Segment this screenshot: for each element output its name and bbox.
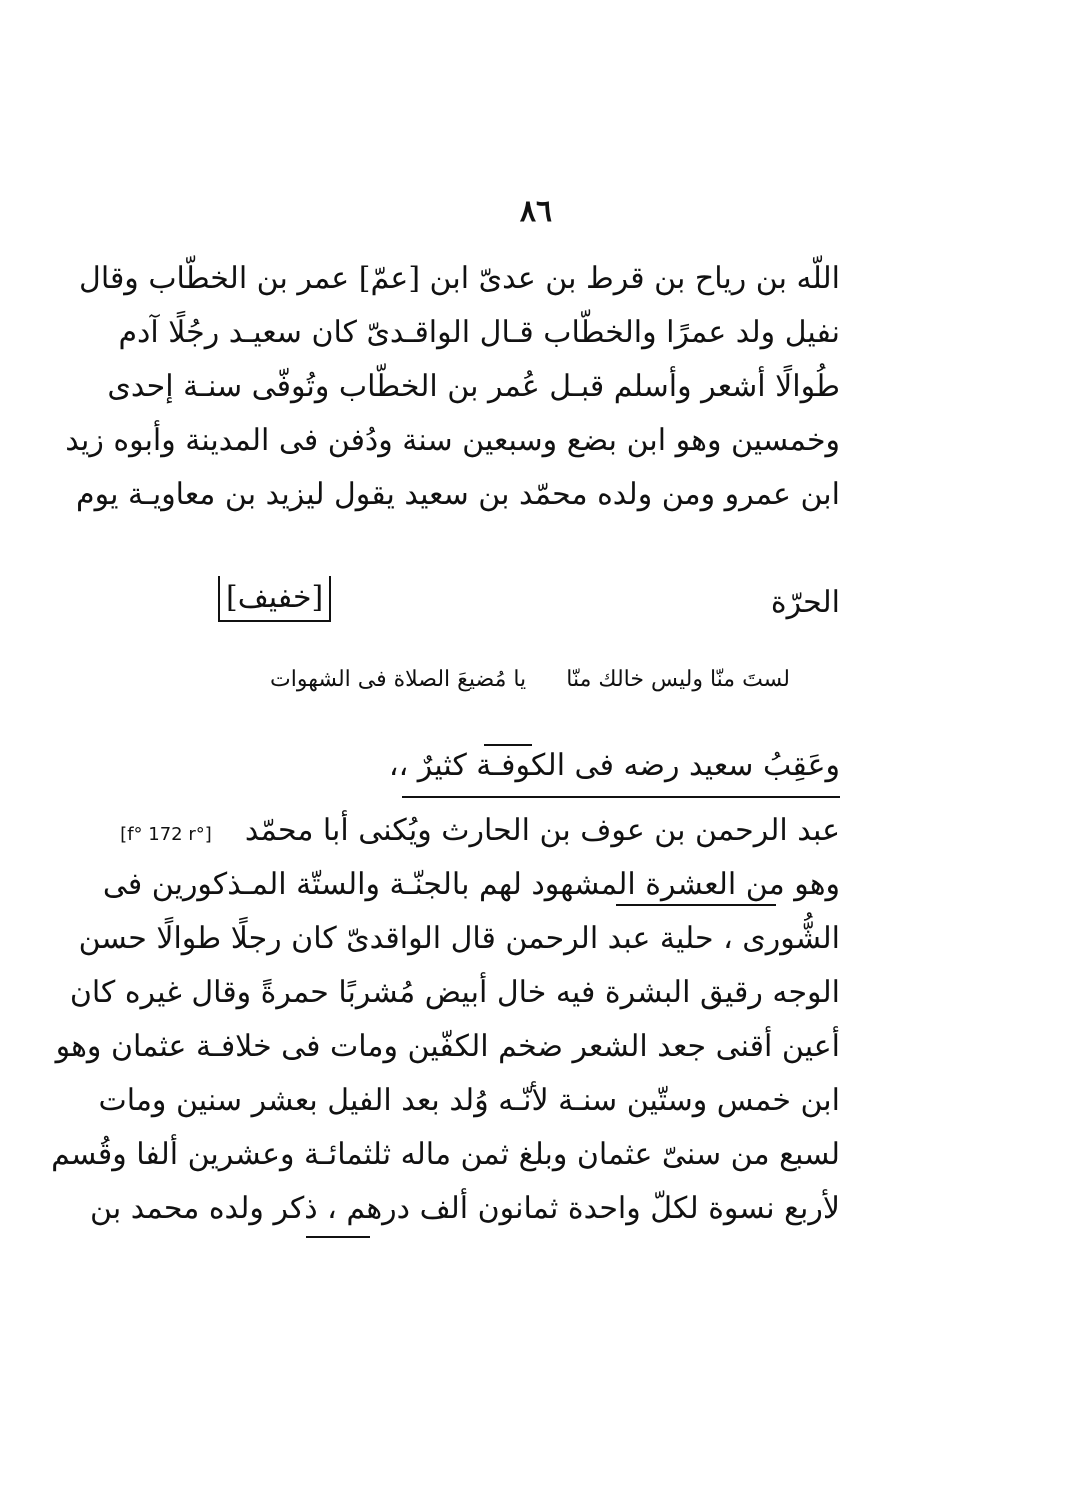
text-line: ابن عمرو ومن ولده محمّد بن سعيد يقول ليزيد بن معاويـة يوم	[76, 477, 840, 512]
folio-note: [f° 172 r°]	[120, 824, 212, 845]
section-heading: وعَقِبُ سعيد رضه فى الكوفـة كثيرٌ ،،	[388, 748, 840, 783]
paragraph-block-1	[65, 252, 840, 522]
meter-label: [خفيف]	[218, 576, 331, 622]
text-line: الشُّورى ، حلية عبد الرحمن قال الواقدىّ كان رجلًا طوالًا حسن	[78, 921, 840, 956]
text-line: أعين أقنى جعد الشعر ضخم الكفّين ومات فى خلافـة عثمان وهو	[55, 1029, 840, 1064]
heading-underline	[402, 796, 840, 798]
text-line: وخمسين وهو ابن بضع وسبعين سنة ودُفن فى المدينة وأبوه زيد	[65, 423, 840, 458]
last-line-text: الحرّة	[770, 585, 840, 620]
page-number: ٨٦	[519, 194, 553, 229]
text-line	[120, 804, 840, 858]
text-line: الوجه رقيق البشرة فيه خال أبيض مُشربًا حمرةً وقال غيره كان	[69, 975, 840, 1010]
paragraph-last-line	[218, 576, 840, 630]
text-line: نفيل ولد عمرًا والخطّاب قـال الواقـدىّ كان سعيـد رجُلًا آدم	[118, 315, 840, 350]
text-line: لسبع من سنىّ عثمان وبلغ ثمن ماله ثلثمائـة وعشرين ألفا وقُسم	[51, 1137, 840, 1172]
paragraph-block-2	[51, 804, 840, 1236]
text-line: طُوالًا أشعر وأسلم قبـل عُمر بن الخطّاب وتُوفّى سنـة إحدى	[107, 369, 840, 404]
text-line: ابن خمس وستّين سنـة لأنّـه وُلد بعد الفيل بعشر سنين ومات	[98, 1083, 840, 1118]
verse-hemistich-1: لستَ منّا وليس خالك منّا	[566, 667, 790, 692]
text-line-content: عبد الرحمن بن عوف بن الحارث ويُكنى أبا محمّد	[244, 813, 840, 848]
poetry-verse	[270, 660, 790, 700]
overline-mark	[306, 1236, 370, 1238]
underline-mark	[616, 904, 776, 906]
verse-hemistich-2: يا مُضيعَ الصلاة فى الشهوات	[270, 667, 527, 692]
text-line: وهو من العشرة المشهود لهم بالجنّـة والستّة المـذكورين فى	[102, 867, 840, 902]
overline-mark	[484, 744, 532, 746]
text-line: لأربع نسوة لكلّ واحدة ثمانون ألف درهم ، ذكر ولده محمد بن	[90, 1191, 840, 1226]
text-line: اللّه بن رياح بن قرط بن عدىّ ابن [عمّ] عمر بن الخطّاب وقال	[79, 261, 840, 296]
